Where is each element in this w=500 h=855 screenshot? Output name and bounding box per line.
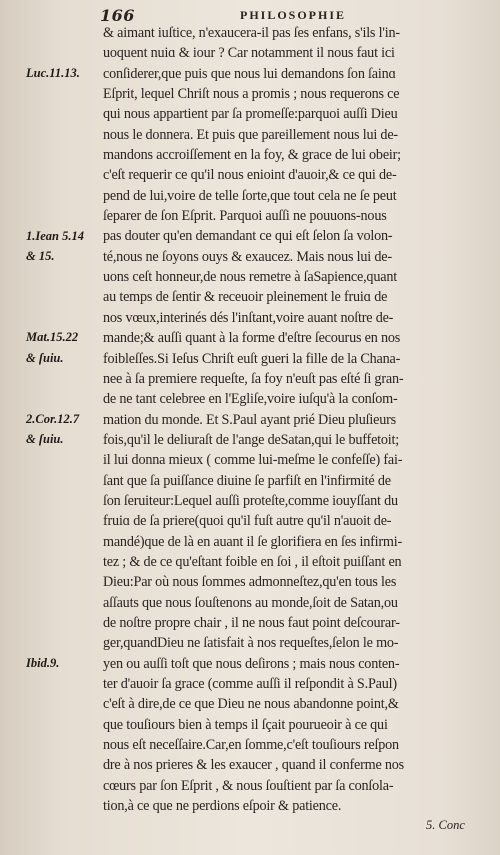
text-line: & aimant iuſtice, n'exaucera-il pas ſes enfans, s'ils l'in-	[103, 25, 400, 41]
text-line: nee à ſa premiere requeſte, ſa foy n'euſt pas eſté ſi gran-	[103, 370, 404, 387]
text-line: c'eſt requerir ce qu'il nous enioint d'auoir,& ce qui de-	[103, 167, 397, 184]
catchword: 5. Conc	[426, 818, 465, 832]
text-line: ger,quandDieu ne ſatisfait à nos requeſtes,ſelon le mo-	[103, 635, 399, 652]
text-line: nous le donnera. Et puis que pareillement nous lui de-	[103, 126, 398, 143]
text-line: ſant que ſa puiſſance diuine ſe parfiſt en l'infirmité de	[103, 472, 391, 489]
body-text	[103, 23, 485, 816]
running-head: PHILOSOPHIE	[240, 8, 347, 22]
text-line: fruiɑ de ſa priere(quoi qu'il fuſt autre qu'il n'auoit de-	[103, 513, 392, 530]
text-line: au temps de ſentir & receuoir pleinement le fruiɑ de	[103, 289, 388, 306]
text-line: uons ceſt honneur,de nous remetre à ſaSapience,quant	[103, 269, 397, 286]
text-line: Eſprit, lequel Chriſt nous a promis ; nous requerons ce	[103, 86, 400, 103]
text-line: té,nous ne ſoyons ouys & exaucez. Mais nous lui de-	[103, 248, 392, 265]
text-line: Dieu:Par où nous ſommes admonneſtez,qu'en tous les	[103, 574, 397, 591]
text-line: tion,à ce que ne perdions eſpoir & patience.	[103, 798, 342, 815]
margin-reference: 1.Iean 5.14	[26, 228, 84, 243]
text-line: de ne tant celebree en l'Egliſe,voire iuſqu'à la conſom-	[103, 391, 398, 408]
text-line: que touſiours bien à temps il ſçait pourueoir à ce qui	[103, 716, 388, 733]
margin-reference: Mat.15.22	[26, 330, 79, 345]
text-line: nous eſt neceſſaire.Car,en ſomme,c'eſt touſiours reſpon	[103, 737, 399, 754]
margin-reference: & 15.	[26, 248, 55, 263]
text-line: ſeparer de ſon Eſprit. Parquoi auſſi ne pouuons-nous	[103, 208, 387, 225]
page-number: 166	[100, 6, 135, 25]
text-line: nos vœux,interinés dés l'inſtant,voire auant noſtre de-	[103, 309, 394, 326]
text-line: uoquent nuiɑ & iour ? Car notamment il nous faut ici	[103, 45, 395, 62]
text-line: qui nous appartient par ſa promeſſe:parquoi auſſi Dieu	[103, 106, 398, 123]
text-line: il lui donna mieux ( comme lui-meſme le confeſſe) fai-	[103, 452, 403, 469]
text-line: tez ; & de ce qu'eſtant foible en ſoi , il eſtoit puiſſant en	[103, 553, 402, 570]
text-line: mandons accroiſſement en la foy, & grace de lui obeir;	[103, 147, 401, 164]
text-line: c'eſt à dire,de ce que Dieu ne nous abandonne point,&	[103, 696, 399, 713]
text-line: fois,qu'il le deliuraſt de l'ange deSatan,qui le buffetoit;	[103, 431, 400, 448]
text-line: ſon ſeruiteur:Lequel auſſi proteſte,comme iouyſſant du	[103, 492, 398, 509]
margin-reference: & ſuiu.	[26, 350, 64, 365]
text-line: aſſauts que nous ſouſtenons au monde,ſoit de Satan,ou	[103, 594, 398, 611]
text-line: foibleſſes.Si Ieſus Chriſt euſt gueri la fille de la Chana-	[103, 350, 401, 367]
text-line: pas douter qu'en demandant ce qui eſt ſelon ſa volon-	[103, 228, 393, 245]
text-line: mande;& auſſi quant à la forme d'eſtre ſecourus en nos	[103, 330, 401, 347]
text-line: mandé)que de là en auant il ſe glorifiera en ſes infirmi-	[103, 533, 403, 550]
text-line: conſiderer,que puis que nous lui demandons ſon ſainɑ	[103, 65, 396, 82]
text-line: dre à nos prieres & les exaucer , quand il conferme nos	[103, 757, 405, 774]
text-line: mation du monde. Et S.Paul ayant prié Dieu pluſieurs	[103, 411, 397, 428]
margin-reference: Ibid.9.	[26, 655, 60, 670]
text-line: pend de lui,voire de telle ſorte,que tout cela ne ſe peut	[103, 187, 397, 204]
margin-reference: Luc.11.13.	[26, 65, 80, 80]
text-line: cœurs par ſon Eſprit , & nous ſouſtient par ſa conſola-	[103, 777, 394, 794]
text-line: de noſtre propre chair , il ne nous faut point deſcourar-	[103, 614, 400, 631]
margin-reference: & ſuiu.	[26, 432, 64, 446]
margin-reference: 2.Cor.12.7	[26, 411, 80, 426]
text-line: ter d'auoir ſa grace (comme auſſi il reſpondit à S.Paul)	[103, 676, 397, 692]
text-line: yen ou auſſi toſt que nous deſirons ; mais nous conten-	[103, 655, 400, 672]
